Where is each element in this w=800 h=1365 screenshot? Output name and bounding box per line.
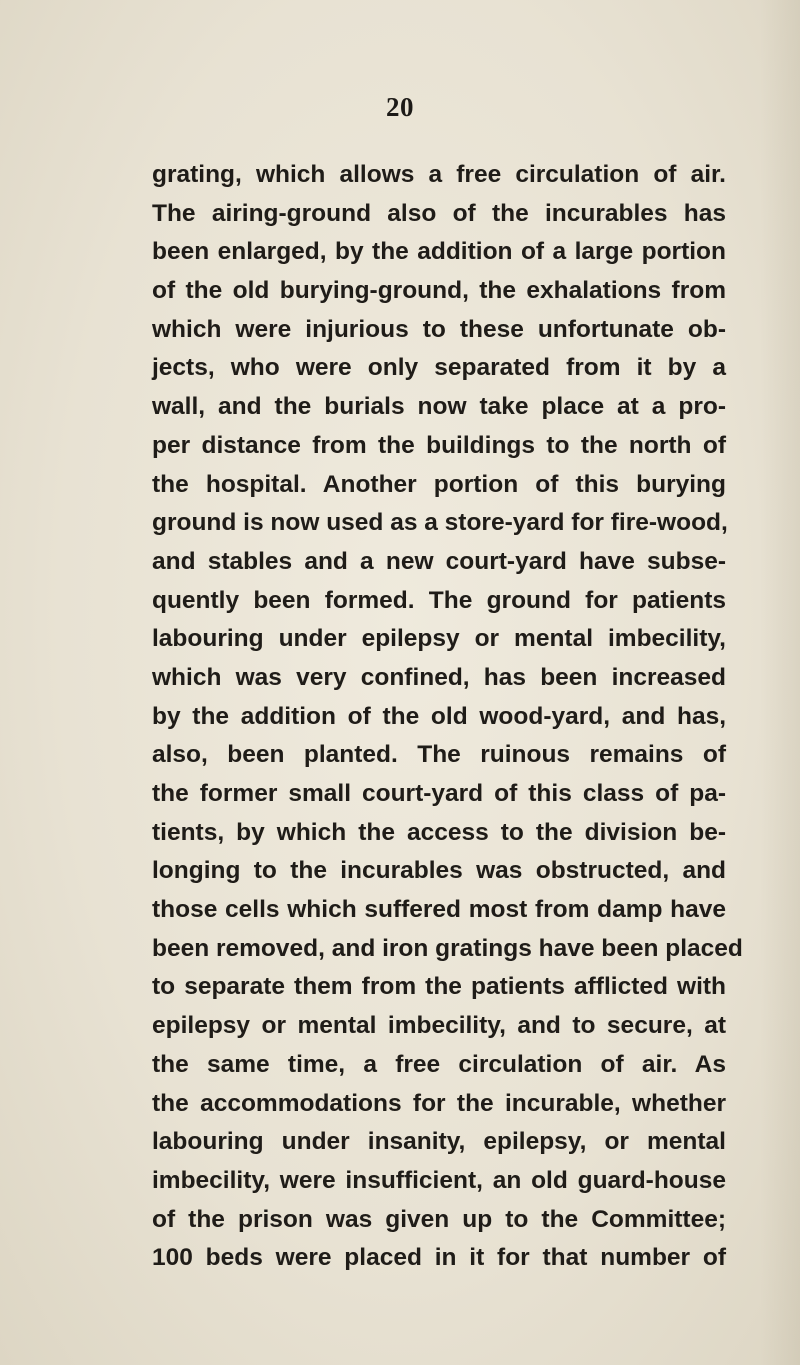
text-line: The airing-ground also of the incurables has: [152, 199, 726, 227]
page-number: 20: [386, 92, 414, 122]
text-line: the accommodations for the incurable, whether: [152, 1089, 726, 1117]
text-line: labouring under insanity, epilepsy, or mental: [152, 1128, 726, 1156]
text-line: imbecility, were insufficient, an old guard-house: [152, 1166, 726, 1194]
body-text: [152, 156, 743, 1278]
text-line: jects, who were only separated from it by a: [152, 354, 726, 382]
text-line: longing to the incurables was obstructed, and: [152, 857, 726, 885]
text-line: grating, which allows a free circulation of air.: [152, 161, 726, 188]
text-line: also, been planted. The ruinous remains of: [152, 741, 726, 769]
text-line: ground is now used as a store-yard for fire-wood,: [152, 509, 728, 537]
text-line: been enlarged, by the addition of a large portion: [152, 238, 726, 266]
text-line: wall, and the burials now take place at a pro-: [152, 393, 726, 421]
text-line: the same time, a free circulation of air. As: [152, 1050, 726, 1078]
text-line: of the prison was given up to the Committee;: [152, 1205, 726, 1233]
text-line: which were injurious to these unfortunate ob-: [152, 315, 726, 343]
text-line: to separate them from the patients afflicted with: [152, 973, 726, 1001]
text-line: which was very confined, has been increased: [152, 663, 726, 691]
text-line: those cells which suffered most from damp have: [152, 896, 726, 924]
text-line: the hospital. Another portion of this burying: [152, 470, 726, 498]
text-line: been removed, and iron gratings have been placed: [152, 934, 743, 962]
text-line: quently been formed. The ground for patients: [152, 586, 726, 614]
text-line: by the addition of the old wood-yard, and has,: [152, 702, 726, 730]
text-line: 100 beds were placed in it for that number of: [152, 1244, 726, 1272]
text-line: tients, by which the access to the division be-: [152, 818, 726, 846]
text-line: per distance from the buildings to the north of: [152, 431, 726, 459]
text-line: epilepsy or mental imbecility, and to secure, at: [152, 1012, 726, 1040]
text-line: of the old burying-ground, the exhalations from: [152, 277, 726, 305]
text-line: labouring under epilepsy or mental imbecility,: [152, 625, 726, 653]
text-line: and stables and a new court-yard have subse-: [152, 547, 726, 575]
text-line: the former small court-yard of this class of pa-: [152, 780, 726, 807]
